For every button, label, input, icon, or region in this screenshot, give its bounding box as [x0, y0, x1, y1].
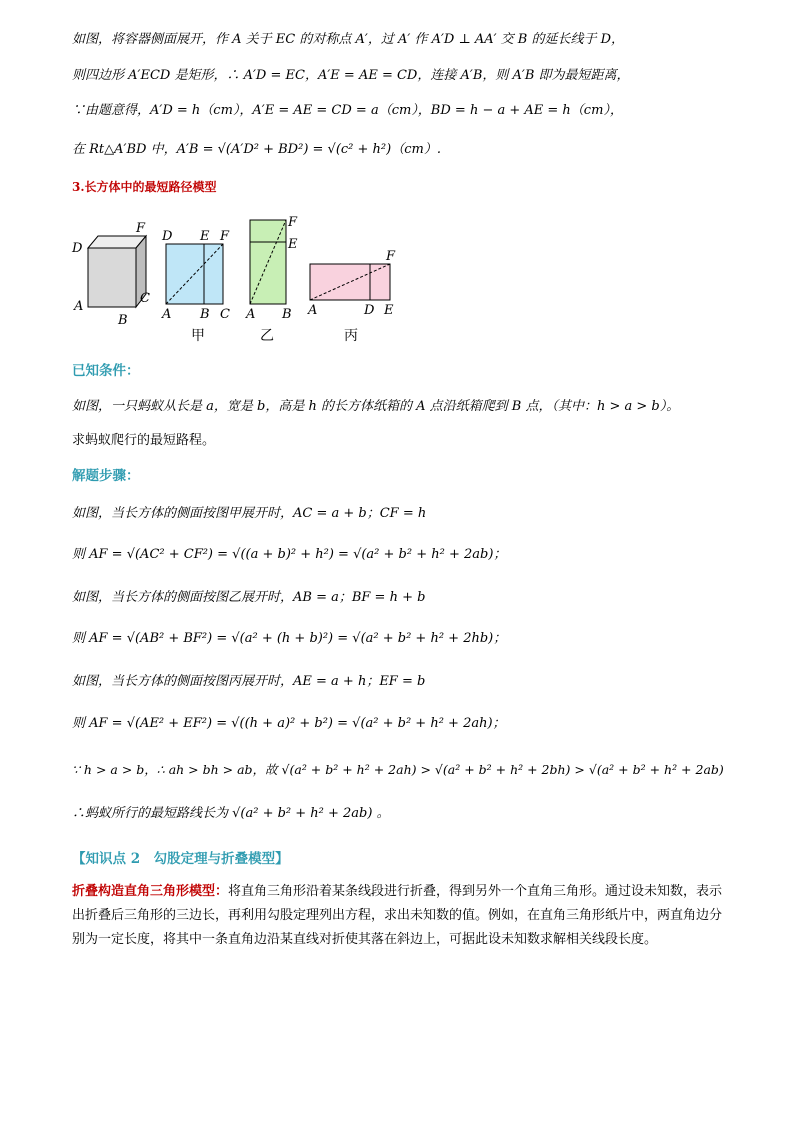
- unfolding-bing: [307, 249, 396, 344]
- section-title-3: 3.长方体中的最短路径模型: [72, 180, 217, 194]
- conclusion: ∴蚂蚁所行的最短路线长为 √(a² + b² + h² + 2ab) 。: [72, 806, 390, 821]
- jia-label-f: F: [220, 229, 230, 244]
- solution-steps-title: 解题步骤：: [72, 468, 140, 484]
- known-conditions-2: 求蚂蚁爬行的最短路程。: [72, 433, 216, 448]
- fold-model-lead: 折叠构造直角三角形模型：: [72, 884, 229, 899]
- step-3: 如图，当长方体的侧面按图丙展开时，AE = a + h；EF = b: [72, 674, 426, 689]
- jia-label-a: A: [162, 307, 172, 322]
- yi-label-f: F: [288, 215, 298, 230]
- box-label-c: C: [140, 291, 150, 306]
- yi-label-b: B: [282, 307, 292, 322]
- caption-yi: 乙: [260, 328, 274, 344]
- box-label-a: A: [74, 299, 84, 314]
- caption-bing: 丙: [344, 328, 358, 344]
- bing-label-f: F: [386, 249, 396, 264]
- jia-label-e: E: [200, 229, 210, 244]
- bing-label-d: D: [364, 303, 375, 318]
- text-line-3: ∵由题意得，A′D = h（cm），A′E = AE = CD = a（cm），BD = h − a + AE = h（cm），: [72, 103, 623, 118]
- yi-label-a: A: [246, 307, 256, 322]
- jia-label-b: B: [200, 307, 210, 322]
- box-label-d: D: [72, 241, 83, 256]
- cuboid-diagram: [71, 221, 150, 328]
- fold-model-body: 将直角三角形沿着某条线段进行折叠，得到另外一个直角三角形。通过设未知数，表示出折叠后三角形的三边长，再利用勾股定理列出方程，求出未知数的值。例如，在直角三角形纸片中，两直角边分别为一定长度，将其中一条直角边沿某直线对折使其落在斜边上，可据此设未知数求解相关线段长度。: [72, 884, 723, 947]
- unfolding-yi: [245, 215, 298, 344]
- bing-label-e: E: [384, 303, 394, 318]
- text-line-2: 则四边形 A′ECD 是矩形，∴ A′D = EC，A′E = AE = CD，连接 A′B，则 A′B 即为最短距离，: [72, 68, 630, 83]
- unfolding-jia: [161, 229, 230, 344]
- bing-label-a: A: [308, 303, 318, 318]
- caption-jia: 甲: [191, 328, 205, 344]
- step-1: 如图，当长方体的侧面按图甲展开时，AC = a + b；CF = h: [72, 506, 427, 521]
- box-label-b: B: [118, 313, 128, 328]
- text-line-4: 在 Rt△A′BD 中，A′B = √(A′D² + BD²) = √(c² + h²)（cm）.: [72, 142, 441, 157]
- jia-label-c: C: [220, 307, 230, 322]
- step-1-formula: 则 AF = √(AC² + CF²) = √((a + b)² + h²) = √(a² + b² + h² + 2ab)；: [72, 547, 507, 562]
- cuboid-unfolding-figure: [70, 212, 410, 346]
- step-2-formula: 则 AF = √(AB² + BF²) = √(a² + (h + b)²) = √(a² + b² + h² + 2hb)；: [72, 631, 507, 646]
- box-label-f: F: [136, 221, 146, 236]
- fold-model-paragraph: [72, 880, 732, 952]
- known-conditions-title: 已知条件：: [72, 363, 140, 379]
- text-line-1: 如图，将容器侧面展开，作 A 关于 EC 的对称点 A′，过 A′ 作 A′D ⊥ AA′ 交 B 的延长线于 D，: [72, 32, 625, 47]
- knowledge-point-2-title: 【知识点 2 勾股定理与折叠模型】: [72, 851, 289, 867]
- step-2: 如图，当长方体的侧面按图乙展开时，AB = a；BF = h + b: [72, 590, 426, 605]
- step-3-formula: 则 AF = √(AE² + EF²) = √((h + a)² + b²) = √(a² + b² + h² + 2ah)；: [72, 716, 506, 731]
- jia-label-d: D: [162, 229, 173, 244]
- yi-label-e: E: [288, 237, 298, 252]
- comparison: ∵ h > a > b，∴ ah > bh > ab，故 √(a² + b² + h² + 2ah) > √(a² + b² + h² + 2bh) > √(a² + b² + h² + 2ab): [72, 762, 724, 777]
- known-conditions-1: 如图，一只蚂蚁从长是 a，宽是 b，高是 h 的长方体纸箱的 A 点沿纸箱爬到 B 点，（其中：h > a > b）。: [72, 399, 680, 414]
